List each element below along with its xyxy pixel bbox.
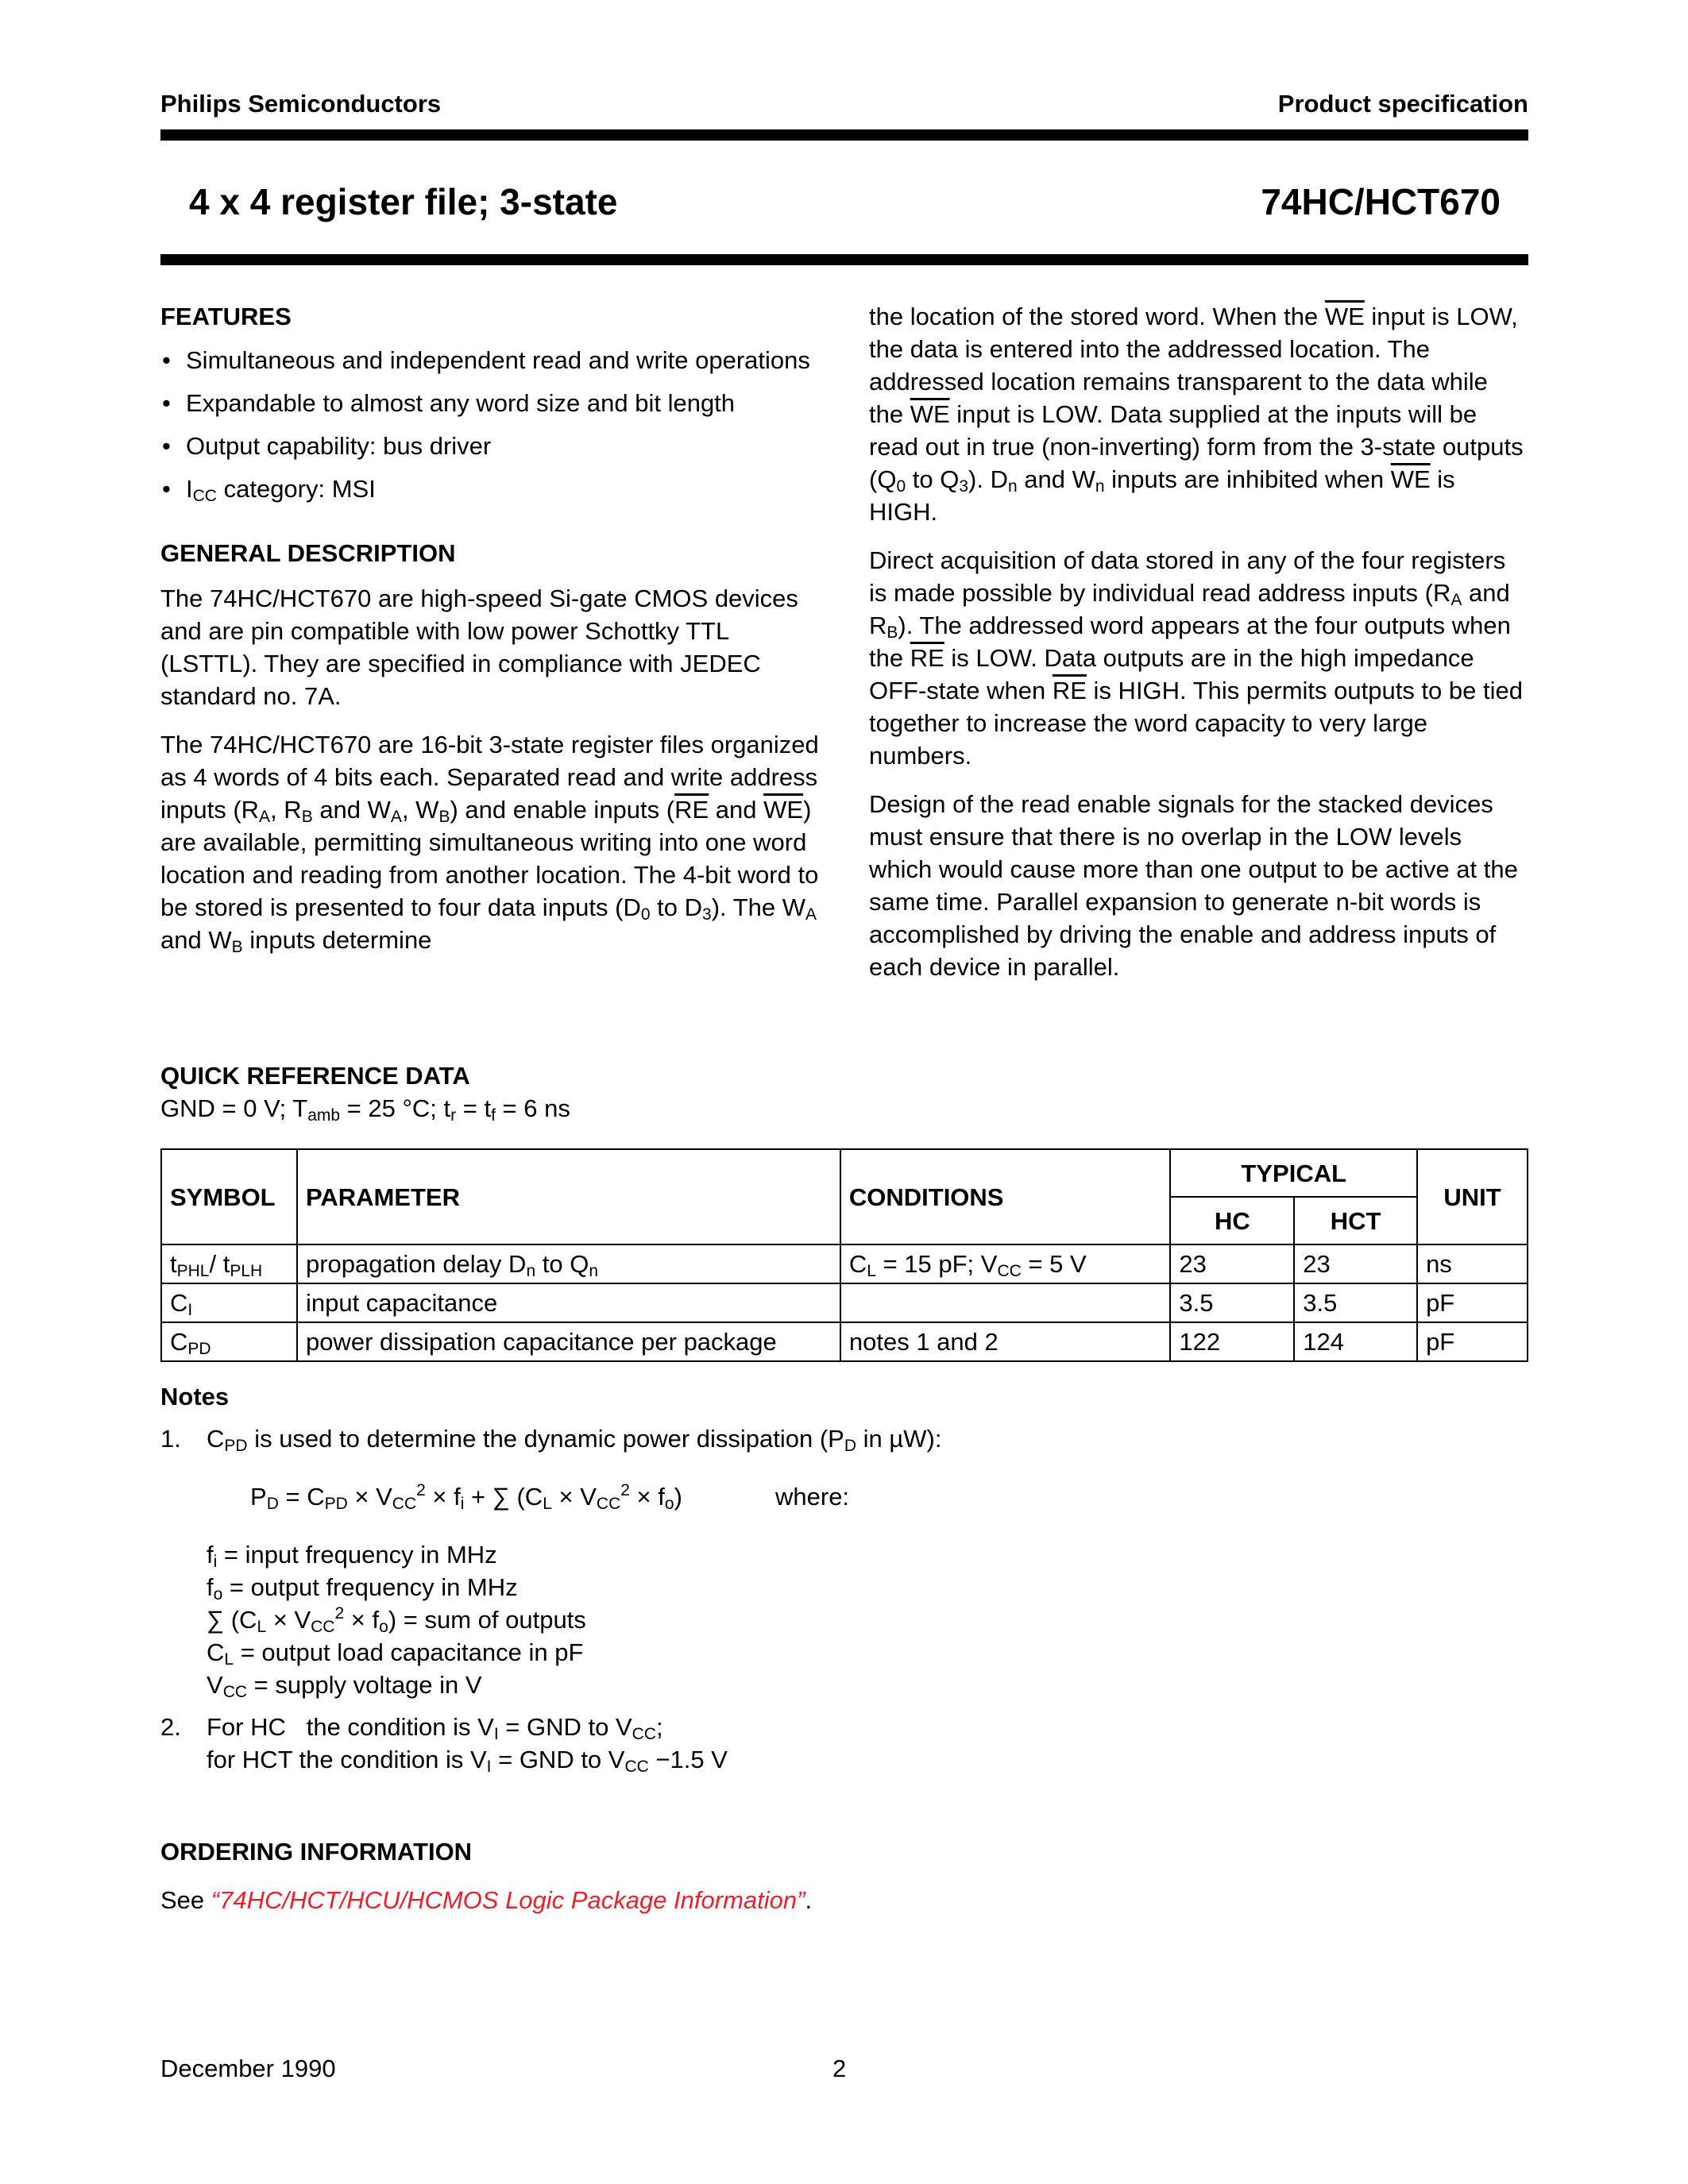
cell-unit: ns	[1417, 1244, 1528, 1283]
cell-hc: 3.5	[1170, 1283, 1294, 1322]
table-row	[161, 1322, 1528, 1361]
header-rule-top	[160, 129, 1528, 141]
cell-hct: 3.5	[1294, 1283, 1417, 1322]
cell-hc: 23	[1170, 1244, 1294, 1283]
cell-symbol: $C_I$	[161, 1283, 297, 1322]
table-row	[161, 1283, 1528, 1322]
cell-hct: 23	[1294, 1244, 1417, 1283]
cell-parameter: power dissipation capacitance per package	[297, 1322, 840, 1361]
col-typical: TYPICAL	[1170, 1149, 1417, 1197]
table-row	[161, 1244, 1528, 1283]
cell-symbol: $C_{PD}$	[161, 1322, 297, 1361]
cell-parameter: input capacitance	[297, 1283, 840, 1322]
page-title: 4 x 4 register file; 3-state	[189, 181, 618, 222]
general-description-p2: The 74HC/HCT670 are 16-bit 3-state register files organized as 4 words of 4 bits each. Separated read and write address inputs ($R_A$, $R_B$ and $W_A$, $W_B$) and enable inputs ($\overline{RE}$ and $\overline{WE}$) are available, permitting simultaneous writing into one word location and reading from another location. The 4-bit word to be stored is presented to four data inputs ($D_0$ to $D_3$). The $W_A$ and $W_B$ inputs determine	[160, 731, 819, 956]
cell-symbol: $t_{PHL}/$ $t_{PLH}$	[161, 1244, 297, 1283]
quick-reference-table	[160, 1148, 1528, 1362]
cell-unit: pF	[1417, 1283, 1528, 1322]
power-formula: $P_D = C_{PD} \times V_{CC}^2 \times f_i$ + ∑ $(C_L \times V_{CC}^2 \times f_o)$ where:	[250, 1481, 850, 1513]
quick-reference-heading: QUICK REFERENCE DATA	[160, 1062, 470, 1090]
header-rule-bottom	[160, 254, 1528, 265]
col-symbol: SYMBOL	[161, 1149, 297, 1244]
formula-legend: $f_i$ = input frequency in MHz $f_o$ = output frequency in MHz ∑ $(C_L \times V_{CC}^2 \times f_o)$ = sum of outputs $C_L$ = output load capacitance in pF $V_{CC}$ = supply voltage in V	[207, 1541, 586, 1701]
footer-date: December 1990	[160, 2055, 336, 2082]
ordering-heading: ORDERING INFORMATION	[160, 1838, 473, 1866]
quick-reference-conditions: GND = 0 V; $T_{amb} = 25$ °C; $t_r = t_f = 6$ ns	[160, 1094, 570, 1125]
general-description-p1: The 74HC/HCT670 are high-speed Si-gate CMOS devices and are pin compatible with low power Schottky TTL (LSTTL). They are specified in compliance with JEDEC standard no. 7A.	[160, 585, 798, 710]
doc-type: Product specification	[1277, 90, 1528, 118]
feature-item: • Output capability: bus driver	[160, 430, 820, 462]
cell-conditions	[840, 1283, 1171, 1322]
company-name: Philips Semiconductors	[160, 90, 442, 118]
description-p5: Design of the read enable signals for the stacked devices must ensure that there is no overlap in the LOW levels which would cause more than one output to be active at the same time. Parallel expansion to generate n-bit words is accomplished by driving the enable and address inputs of each device in parallel.	[869, 790, 1518, 981]
package-info-link[interactable]: “74HC/HCT/HCU/HCMOS Logic Package Information”	[211, 1886, 805, 1914]
description-p3: the location of the stored word. When the $\overline{WE}$ input is LOW, the data is entered into the addressed location. The addressed location remains transparent to the data while the $\overline{WE}$ input is LOW. Data supplied at the inputs will be read out in true (non-inverting) form from the 3-state outputs ($Q_0$ to $Q_3$). $D_n$ and $W_n$ inputs are inhibited when $\overline{WE}$ is HIGH.	[869, 303, 1524, 526]
ordering-text: See “74HC/HCT/HCU/HCMOS Logic Package Information”.	[160, 1886, 813, 1914]
cell-unit: pF	[1417, 1322, 1528, 1361]
where-label: where:	[775, 1483, 850, 1511]
feature-item: • $I_{CC}$ category: MSI	[160, 473, 820, 505]
feature-item: • Expandable to almost any word size and bit length	[160, 387, 820, 419]
right-column	[869, 300, 1528, 999]
description-p4: Direct acquisition of data stored in any of the four registers is made possible by individual read address inputs ($R_A$ and $R_B$). The addressed word appears at the four outputs when the $\overline{RE}$ is LOW. Data outputs are in the high impedance OFF-state when $\overline{RE}$ is HIGH. This permits outputs to be tied together to increase the word capacity to very large numbers.	[869, 546, 1523, 770]
cell-hct: 124	[1294, 1322, 1417, 1361]
notes-heading: Notes	[160, 1383, 230, 1410]
table-header-row	[161, 1149, 1528, 1197]
page-number: 2	[832, 2055, 847, 2082]
features-list	[160, 344, 820, 505]
cell-conditions: $C_L = 15$ pF; $V_{CC} = 5$ V	[840, 1244, 1171, 1283]
feature-item: • Simultaneous and independent read and write operations	[160, 344, 820, 376]
col-conditions: CONDITIONS	[840, 1149, 1171, 1244]
general-description-heading: GENERAL DESCRIPTION	[160, 539, 456, 567]
note-2: 2. For HC the condition is $V_I$ = GND to $V_{CC}$; for HCT the condition is $V_I$ = GND to $V_{CC} -1.5$ V	[160, 1713, 728, 1776]
cell-conditions: notes 1 and 2	[840, 1322, 1171, 1361]
col-unit: UNIT	[1417, 1149, 1528, 1244]
note-1: 1. $C_{PD}$ is used to determine the dynamic power dissipation ($P_D$ in µW):	[160, 1425, 942, 1455]
col-hc: HC	[1170, 1197, 1294, 1244]
cell-parameter: propagation delay $D_n$ to $Q_n$	[297, 1244, 840, 1283]
part-number: 74HC/HCT670	[1261, 181, 1501, 222]
left-column	[160, 300, 820, 972]
notes-section	[160, 1380, 1273, 1776]
col-hct: HCT	[1294, 1197, 1417, 1244]
features-heading: FEATURES	[160, 303, 292, 330]
col-parameter: PARAMETER	[297, 1149, 840, 1244]
cell-hc: 122	[1170, 1322, 1294, 1361]
